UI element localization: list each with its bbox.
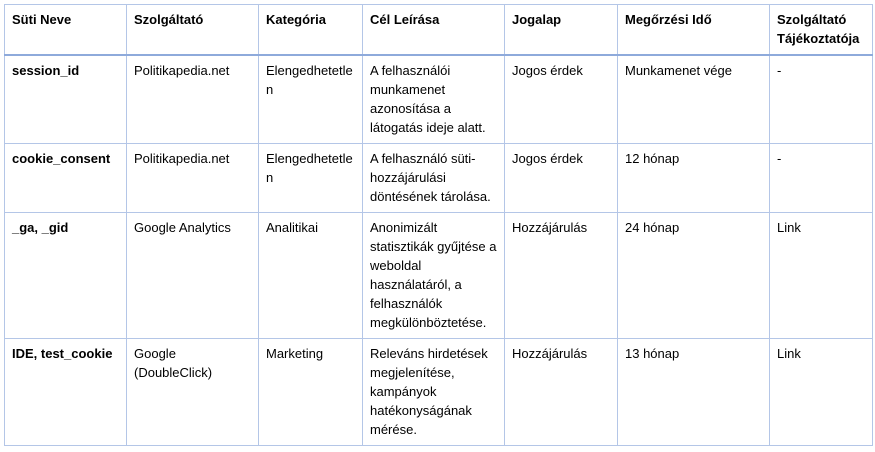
header-provider: Szolgáltató [127, 5, 259, 56]
cookie-name: session_id [5, 55, 127, 144]
header-cookie-name: Süti Neve [5, 5, 127, 56]
table-row [5, 339, 873, 446]
provider-info: - [770, 55, 873, 144]
header-retention: Megőrzési Idő [618, 5, 770, 56]
category: Elengedhetetlen [259, 55, 363, 144]
header-provider-info: Szolgáltató Tájékoztatója [770, 5, 873, 56]
retention: 12 hónap [618, 144, 770, 213]
table-row [5, 55, 873, 144]
retention: 13 hónap [618, 339, 770, 446]
provider-info: - [770, 144, 873, 213]
cookie-name: _ga, _gid [5, 213, 127, 339]
header-category: Kategória [259, 5, 363, 56]
category: Elengedhetetlen [259, 144, 363, 213]
cookie-name: cookie_consent [5, 144, 127, 213]
purpose: A felhasználó süti-hozzájárulási döntésének tárolása. [363, 144, 505, 213]
header-legal-basis: Jogalap [505, 5, 618, 56]
table-row [5, 213, 873, 339]
provider: Google Analytics [127, 213, 259, 339]
provider-info-link[interactable]: Link [770, 213, 873, 339]
provider: Politikapedia.net [127, 144, 259, 213]
provider: Politikapedia.net [127, 55, 259, 144]
retention: 24 hónap [618, 213, 770, 339]
category: Marketing [259, 339, 363, 446]
cookie-table [4, 4, 873, 446]
table-row [5, 144, 873, 213]
retention: Munkamenet vége [618, 55, 770, 144]
header-row [5, 5, 873, 56]
header-purpose: Cél Leírása [363, 5, 505, 56]
legal-basis: Hozzájárulás [505, 213, 618, 339]
purpose: Releváns hirdetések megjelenítése, kampányok hatékonyságának mérése. [363, 339, 505, 446]
purpose: A felhasználói munkamenet azonosítása a látogatás ideje alatt. [363, 55, 505, 144]
category: Analitikai [259, 213, 363, 339]
purpose: Anonimizált statisztikák gyűjtése a weboldal használatáról, a felhasználók megkülönböztetése. [363, 213, 505, 339]
legal-basis: Hozzájárulás [505, 339, 618, 446]
provider: Google (DoubleClick) [127, 339, 259, 446]
cookie-name: IDE, test_cookie [5, 339, 127, 446]
legal-basis: Jogos érdek [505, 144, 618, 213]
provider-info-link[interactable]: Link [770, 339, 873, 446]
legal-basis: Jogos érdek [505, 55, 618, 144]
